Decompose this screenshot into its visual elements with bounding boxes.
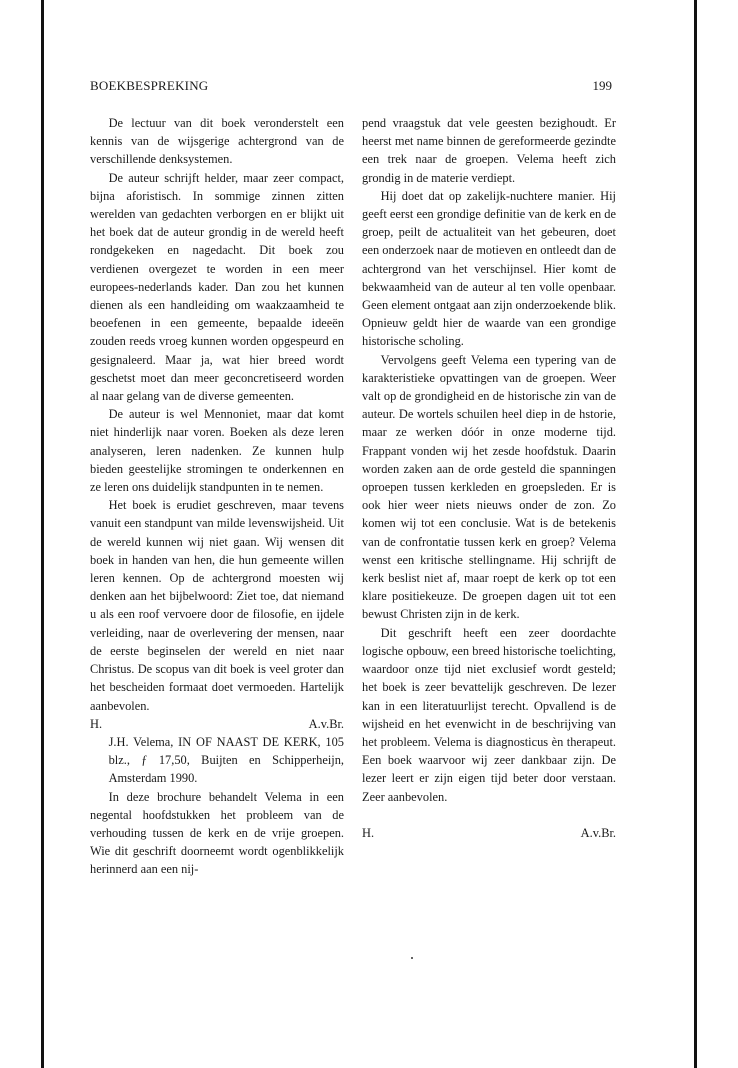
paragraph: Dit geschrift heeft een zeer doordachte logische opbouw, een breed historische toelichting, waardoor onze tijd niet exclusief wordt gesteld; het boek is zeer bevattelijk geschreven. De lezer kan in een literatuurlijst terecht. Opvallend is de wijsheid en het evenwicht in de beschrijving van het probleem. Velema is diagnosticus èn therapeut. Een boek waarvoor wij zeer dankbaar zijn. De lezer leert er zijn eigen tijd beter door verstaan. Zeer aanbevolen. [362, 625, 616, 804]
paragraph: Vervolgens geeft Velema een typering van de karakteristieke opvattingen van de groepen. Weer valt op de grondigheid en de historische zin van de auteur. De wortels schuilen heel diep in de hstorie, maar ze werken dóór in onze moderne tijd. Frappant vonden wij het zesde hoofdstuk. Daarin worden zaken aan de orde gesteld die spanningen oproepen tussen kerkleden en groepsleden. Er is ook hier weer niets nieuws onder de zon. Zo komen wij tot een conclusie. Wat is de betekenis van de confrontatie tussen kerk en groep? Velema wenst een kritische stellingname. Hij schrijft de kerk beslist niet af, maar roept de kerk op tot een klare positiekeuze. De groepen dagen uit tot een bewust Christen zijn in de kerk. [362, 352, 616, 622]
page-header [90, 78, 612, 96]
running-title: BOEKBESPREKING [90, 78, 209, 93]
scan-speck [411, 957, 413, 959]
scan-edge-right [694, 0, 697, 1068]
signature-author: A.v.Br. [308, 716, 344, 731]
paragraph-continued: pend vraagstuk dat vele geesten bezighoudt. Er heerst met name binnen de gereformeerde gezindte een trek naar de groepen. Velema heeft zich grondig in de materie verdiept. [362, 116, 616, 185]
bibliographic-entry: J.H. Velema, IN OF NAAST DE KERK, 105 blz., ƒ 17,50, Buijten en Schipperheijn, Amsterdam 1990. [108, 734, 344, 786]
right-column [362, 114, 616, 842]
paragraph: De lectuur van dit boek veronderstelt een kennis van de wijsgerige achtergrond van de verschillende denksystemen. [90, 116, 344, 167]
scan-edge-left [41, 0, 44, 1068]
signature-initial: H. [362, 825, 375, 840]
page-number: 199 [592, 78, 612, 93]
paragraph: De auteur is wel Mennoniet, maar dat komt niet hinderlijk naar voren. Boeken als deze leren analyseren, leren nadenken. Ze kunnen hulp bieden geestelijke stromingen te onderkennen en ze leren ons duidelijk standpunten in te nemen. [90, 407, 344, 495]
left-column [90, 114, 344, 879]
paragraph: De auteur schrijft helder, maar zeer compact, bijna aforistisch. In sommige zinnen zitten werelden van gedachten verborgen en er blijkt uit het boek dat de auteur grondig in de wereld heeft rondgekeken en nagedacht. Dit boek zou verdienen overgezet te worden in een meer europees-nederlands kader. Dan zou het kunnen dienen als een handleiding om waakzaamheid te beoefenen in een gemeente, bepaalde ideeën zouden reeds vroeg kunnen worden opgespeurd en gesignaleerd. Maar ja, wat hier breed wordt geschetst moet dan meer geconcretiseerd worden al naar gelang van de diverse gemeenten. [90, 170, 344, 404]
signature-author: A.v.Br. [580, 825, 616, 840]
signature-initial: H. [90, 716, 103, 731]
paragraph: In deze brochure behandelt Velema in een negental hoofdstukken het probleem van de verhouding tussen de kerk en de vrije groepen. Wie dit geschrift doorneemt wordt ogenblikkelijk herinnerd aan een nij- [90, 789, 344, 877]
paragraph: Hij doet dat op zakelijk-nuchtere manier. Hij geeft eerst een grondige definitie van de kerk en de groep, peilt de actualiteit van het gebeuren, doet een onderzoek naar de motieven en ontleedt dan de achtergrond van het verschijnsel. Hier komt de bekwaamheid van de auteur al ten volle openbaar. Geen element ontgaat aan zijn onderzoekende blik. Opnieuw geldt hier de waarde van een grondige historische scholing. [362, 188, 616, 349]
paragraph: Het boek is erudiet geschreven, maar tevens vanuit een standpunt van milde levenswijsheid. Uit de wereld kunnen wij niet gaan. Wij wensen dit boek in handen van hen, die hun gemeente willen leren kennen. Op de achtergrond moesten wij denken aan het bijbelwoord: Ziet toe, dat niemand u als een roof vervoere door de filosofie, en ijdele verleiding, naar de overlevering der mensen, naar de eerste beginselen der wereld en niet naar Christus. De scopus van dit boek is veel groter dan het bescheiden formaat doet vermoeden. Hartelijk aanbevolen. [90, 498, 344, 713]
review-signature [90, 715, 344, 733]
review-signature [362, 824, 616, 842]
